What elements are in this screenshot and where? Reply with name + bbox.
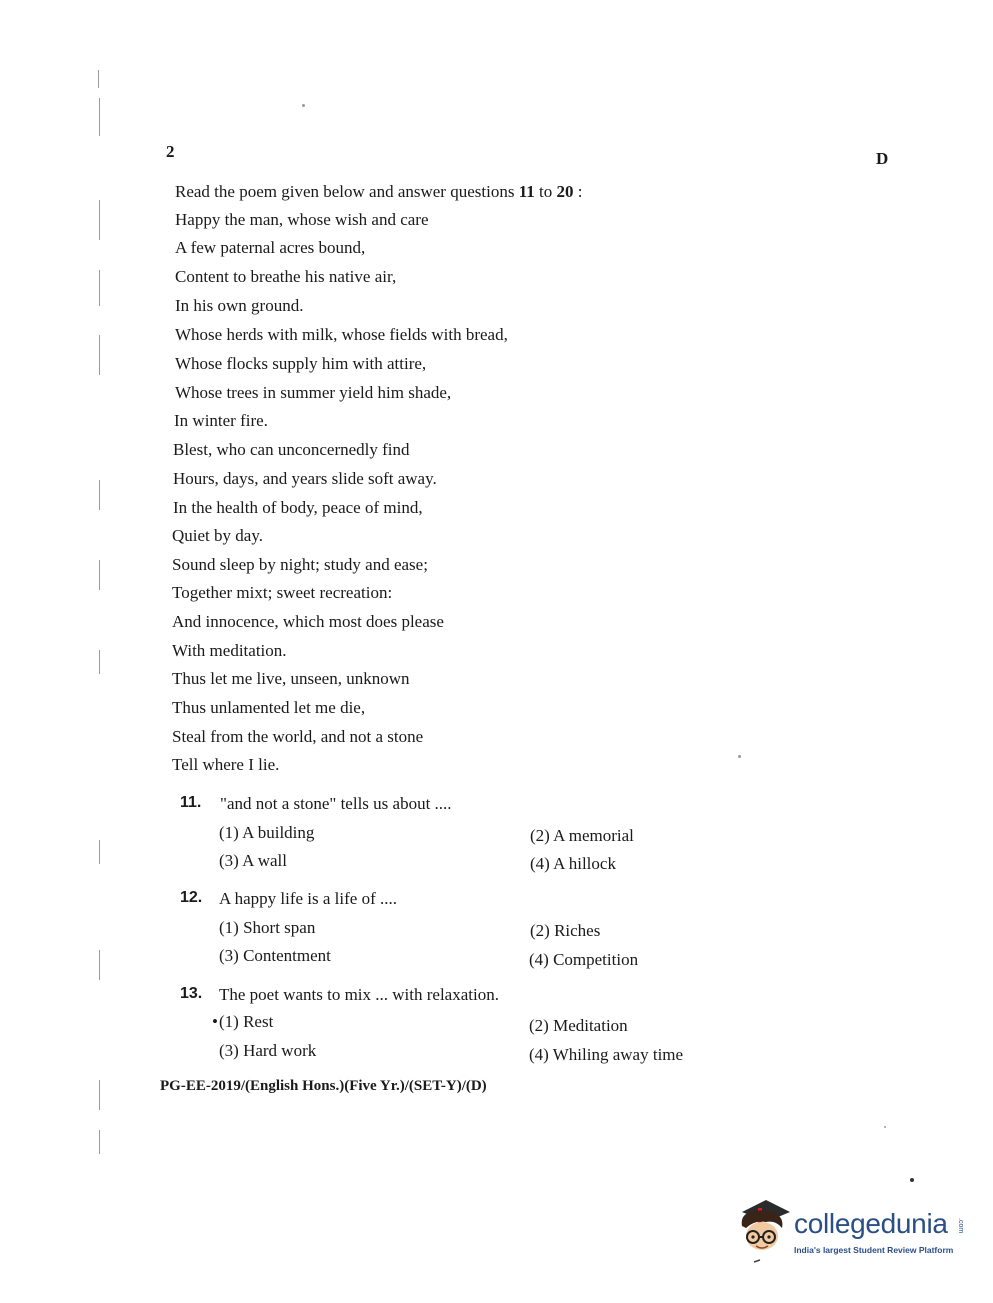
scan-mark: [99, 335, 100, 375]
scan-mark: [99, 98, 100, 136]
set-code: D: [876, 149, 889, 168]
instruction-text: Read the poem given below and answer questions 11 to 20 :: [175, 182, 583, 201]
scan-mark: [99, 1130, 100, 1154]
scan-speck: [884, 1126, 886, 1128]
poem-line: Content to breathe his native air,: [175, 267, 397, 286]
option-1: (1) A building: [219, 823, 315, 842]
poem-line: Blest, who can unconcernedly find: [173, 440, 410, 459]
poem-line: In the health of body, peace of mind,: [173, 498, 423, 517]
option-3: (3) Hard work: [219, 1041, 317, 1060]
option-2: (2) Riches: [530, 921, 601, 940]
question-text: "and not a stone" tells us about ....: [220, 794, 452, 813]
option-2: (2) A memorial: [530, 826, 634, 845]
scan-speck: [738, 755, 741, 758]
collegedunia-logo[interactable]: [736, 1196, 966, 1266]
option-4: (4) Whiling away time: [529, 1045, 684, 1064]
poem-line: Steal from the world, and not a stone: [172, 727, 424, 746]
question-text: A happy life is a life of ....: [219, 889, 397, 908]
option-1: (1) Rest: [219, 1012, 274, 1031]
poem-line: Whose trees in summer yield him shade,: [175, 383, 452, 402]
poem-line: With meditation.: [172, 641, 287, 660]
poem-line: Thus let me live, unseen, unknown: [172, 669, 410, 688]
poem-line: Quiet by day.: [172, 526, 263, 545]
poem-line: And innocence, which most does please: [172, 612, 444, 631]
option-3: (3) A wall: [219, 851, 287, 870]
poem-line: Sound sleep by night; study and ease;: [172, 555, 428, 574]
option-3: (3) Contentment: [219, 946, 331, 965]
poem-line: Thus unlamented let me die,: [172, 698, 366, 717]
scan-speck: [302, 104, 305, 107]
scan-mark: [99, 950, 100, 980]
poem-line: In winter fire.: [174, 411, 268, 430]
option-4: (4) A hillock: [530, 854, 616, 873]
question-text: The poet wants to mix ... with relaxation.: [219, 985, 499, 1004]
scan-mark: [99, 560, 100, 590]
poem-line: Tell where I lie.: [172, 755, 280, 774]
question-number: 12.: [180, 889, 203, 906]
scan-mark: [99, 200, 100, 240]
question-number: 11.: [180, 794, 202, 811]
mascot-icon: [736, 1196, 792, 1266]
scan-speck: [910, 1178, 914, 1182]
scan-mark: [99, 840, 100, 864]
answer-dot: •: [212, 1012, 218, 1031]
poem-line: Whose flocks supply him with attire,: [175, 354, 427, 373]
option-2: (2) Meditation: [529, 1016, 628, 1035]
poem-line: Whose herds with milk, whose fields with bread,: [175, 325, 508, 344]
poem-line: Together mixt; sweet recreation:: [172, 583, 393, 602]
paper-code-footer: PG-EE-2019/(English Hons.)(Five Yr.)/(SET-Y)/(D): [160, 1078, 487, 1094]
scan-mark: [99, 480, 100, 510]
logo-wordmark: collegedunia: [794, 1208, 948, 1239]
scan-mark: [98, 70, 99, 88]
logo-tagline: India's largest Student Review Platform: [794, 1245, 954, 1255]
poem-line: A few paternal acres bound,: [175, 238, 366, 257]
scan-mark: [99, 650, 100, 674]
option-1: (1) Short span: [219, 918, 316, 937]
option-4: (4) Competition: [529, 950, 639, 969]
poem-line: In his own ground.: [175, 296, 304, 315]
question-number: 13.: [180, 985, 203, 1002]
poem-line: Happy the man, whose wish and care: [175, 210, 429, 229]
scan-mark: [99, 1080, 100, 1110]
page-number: 2: [166, 142, 175, 161]
scan-mark: [99, 270, 100, 306]
logo-domain: .com: [957, 1218, 964, 1234]
poem-line: Hours, days, and years slide soft away.: [173, 469, 437, 488]
